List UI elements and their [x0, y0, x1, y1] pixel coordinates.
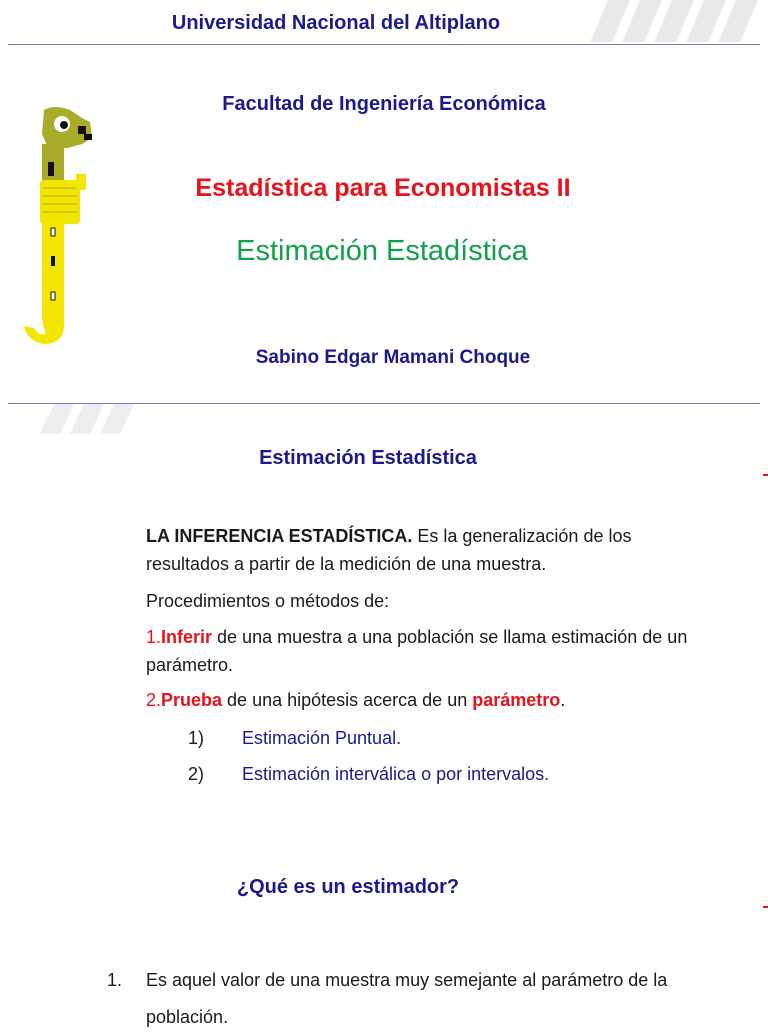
edge-mark — [763, 474, 768, 476]
method-item-2 — [146, 686, 726, 714]
method-item-2-keyword: Prueba — [161, 690, 223, 710]
sub-item-1-text: Estimación Puntual. — [242, 728, 402, 748]
section-title-estimator: ¿Qué es un estimador? — [236, 876, 460, 898]
decorative-stripes-top — [560, 0, 768, 42]
method-item-2-number: 2. — [146, 690, 162, 710]
definition-text: Es aquel valor de una muestra muy semejante al parámetro de la población. — [146, 970, 668, 1027]
inference-text: Es la generalización de los resultados a partir de la medición de una muestra. — [146, 526, 632, 574]
decorative-stripes-mid — [40, 404, 240, 434]
university-name: Universidad Nacional del Altiplano — [171, 12, 501, 34]
sub-item-1-number: 1) — [188, 728, 205, 748]
procedures-line: Procedimientos o métodos de: — [146, 591, 390, 611]
definition-number: 1. — [107, 970, 123, 990]
method-item-1-text: de una muestra a una población se llama estimación de un parámetro. — [146, 627, 688, 675]
inference-paragraph — [146, 522, 706, 578]
course-title: Estadística para Economistas II — [195, 174, 571, 202]
university-logo — [20, 104, 100, 348]
edge-mark — [763, 906, 768, 908]
method-item-2-end: . — [560, 690, 566, 710]
topic-title: Estimación Estadística — [236, 235, 528, 267]
slide-divider-rule — [8, 403, 760, 404]
header-rule — [8, 44, 760, 45]
method-item-2-text: de una hipótesis acerca de un — [222, 690, 473, 710]
inference-heading: LA INFERENCIA ESTADÍSTICA. — [146, 526, 413, 546]
method-item-1-number: 1. — [146, 627, 162, 647]
author-name: Sabino Edgar Mamani Choque — [255, 347, 531, 368]
method-item-2-keyword2: parámetro — [472, 690, 561, 710]
method-item-1-keyword: Inferir — [161, 627, 213, 647]
section-title: Estimación Estadística — [259, 447, 477, 469]
faculty-name: Facultad de Ingeniería Económica — [222, 93, 546, 115]
sub-item-2-text: Estimación interválica o por intervalos. — [242, 764, 550, 784]
method-item-1 — [146, 623, 706, 679]
sub-item-2-number: 2) — [188, 764, 205, 784]
